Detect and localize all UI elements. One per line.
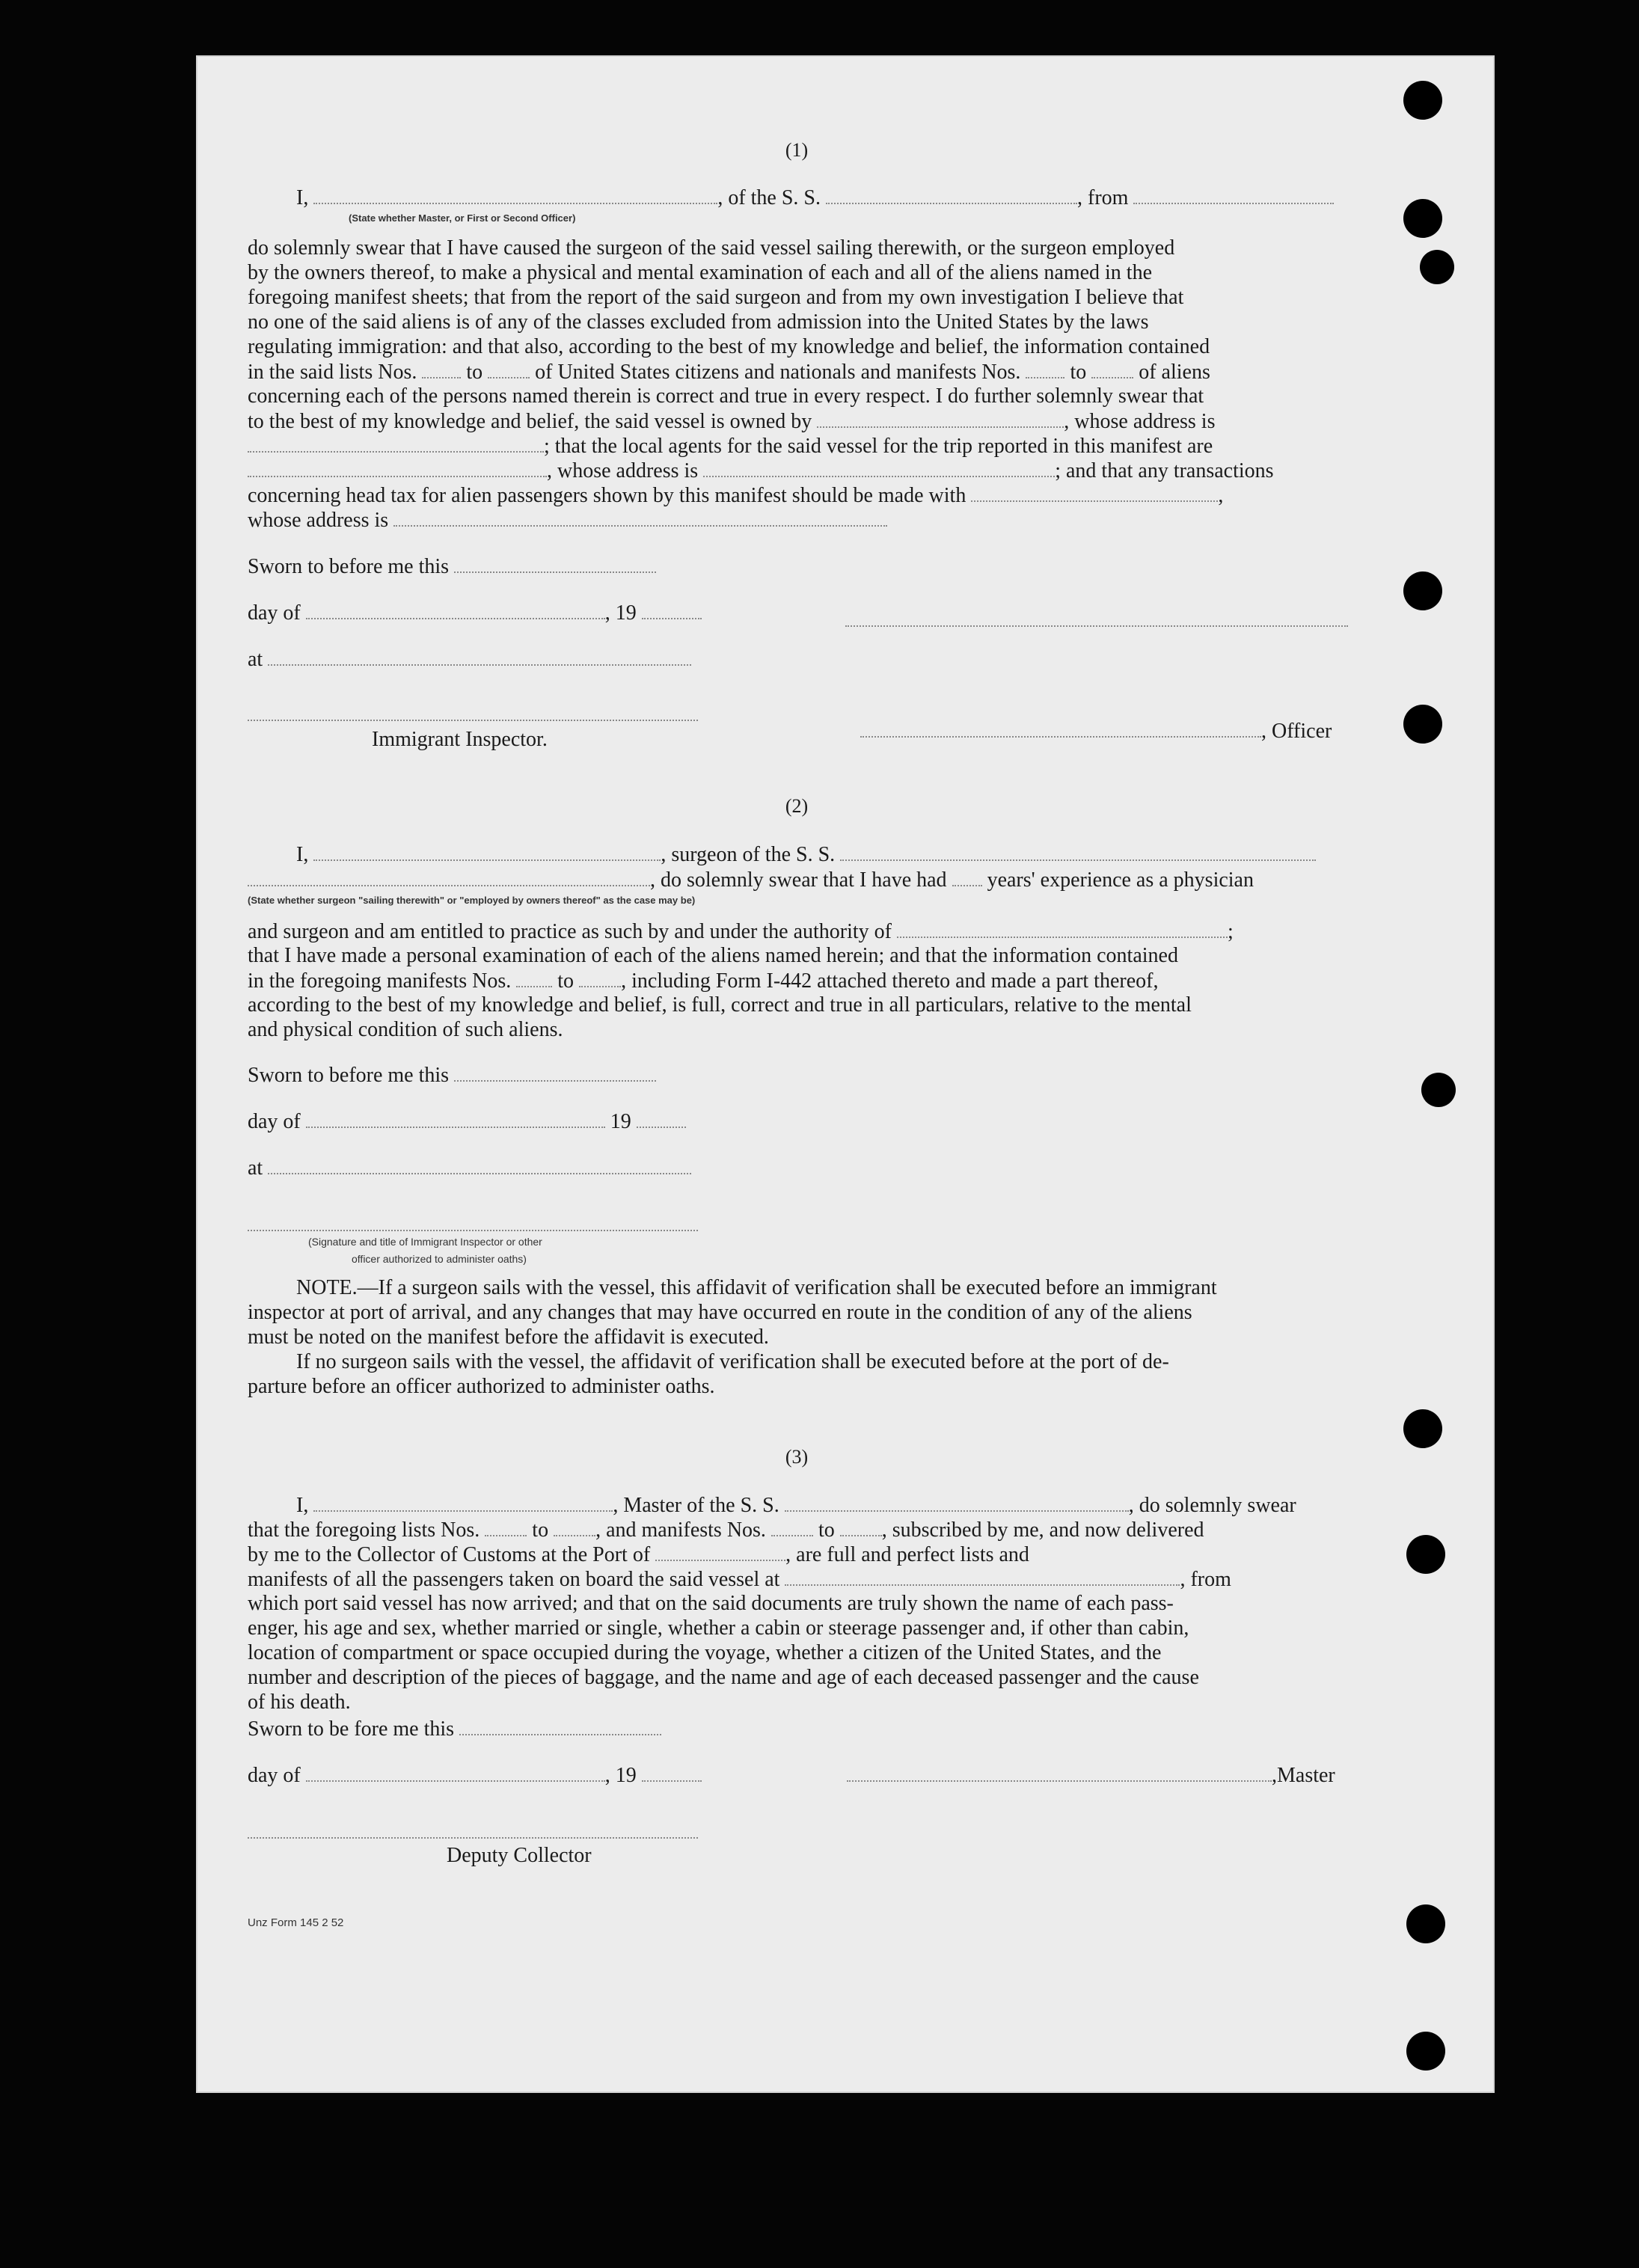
years-experience-field[interactable] — [952, 867, 982, 886]
surgeon-status-field[interactable] — [248, 867, 650, 886]
binder-hole — [1421, 1073, 1456, 1107]
manifest-from-field[interactable] — [516, 968, 552, 987]
manifest-to-field[interactable] — [1091, 359, 1133, 378]
surgeon-oath-line: , do solemnly swear that I have had years' experience as a physician — [248, 867, 1254, 893]
agent-address-field[interactable] — [703, 458, 1055, 477]
oath-text: foregoing manifest sheets; that from the report of the said surgeon and from my own investigation I believe that — [248, 286, 1184, 309]
surgeon-text: that I have made a personal examination of each of the aliens named herein; and that the information contained — [248, 944, 1178, 967]
surgeon-text: in the foregoing manifests Nos. to , including Form I-442 attached thereto and made a part thereof, — [248, 969, 1159, 993]
inspector-label: Immigrant Inspector. — [372, 728, 548, 751]
binder-hole — [1406, 2032, 1445, 2071]
surgeon-vessel-field[interactable] — [840, 842, 1316, 861]
signature-note: officer authorized to administer oaths) — [352, 1253, 527, 1265]
binder-hole — [1406, 1535, 1445, 1574]
oath-text: concerning head tax for alien passengers shown by this manifest should be made with , — [248, 484, 1224, 507]
list-to-field[interactable] — [488, 359, 530, 378]
master-oath-line: I, , Master of the S. S. , do solemnly swear — [296, 1494, 1296, 1517]
binder-hole — [1403, 199, 1442, 238]
master-name-field[interactable] — [313, 1492, 613, 1512]
month-field[interactable] — [306, 600, 605, 619]
day-of-line: day of 19 — [248, 1109, 686, 1135]
sworn-date-field[interactable] — [459, 1716, 661, 1735]
vessel-name-field[interactable] — [785, 1492, 1129, 1512]
note-text: NOTE.—If a surgeon sails with the vessel, this affidavit of verification shall be executed before an immigrant — [296, 1276, 1217, 1299]
master-text: which port said vessel has now arrived; and that on the said documents are truly shown the name of each pass- — [248, 1592, 1174, 1615]
master-label: ,Master — [847, 1762, 1335, 1789]
manifest-from-field[interactable] — [1026, 359, 1064, 378]
section-number: (1) — [785, 139, 809, 161]
inspector-signature-line[interactable] — [248, 1230, 698, 1231]
binder-hole — [1403, 705, 1442, 744]
manifest-to-field[interactable] — [579, 968, 621, 987]
month-field[interactable] — [306, 1109, 605, 1128]
oath-text: do solemnly swear that I have caused the surgeon of the said vessel sailing therewith, or the surgeon employed — [248, 236, 1175, 260]
embark-port-field[interactable] — [785, 1566, 1180, 1586]
head-tax-contact-field[interactable] — [971, 482, 1218, 502]
note-text: If no surgeon sails with the vessel, the affidavit of verification shall be executed before at the port of de- — [296, 1350, 1169, 1373]
year-field[interactable] — [642, 600, 702, 619]
oath-text: to the best of my knowledge and belief, the said vessel is owned by , whose address is — [248, 410, 1216, 433]
oath-text: whose address is — [248, 507, 887, 533]
officer-signature-field[interactable] — [860, 718, 1261, 738]
owner-field[interactable] — [817, 408, 1064, 428]
master-text: manifests of all the passengers taken on board the said vessel at , from — [248, 1568, 1231, 1591]
oath-text: , whose address is ; and that any transactions — [248, 458, 1274, 484]
surgeon-name-field[interactable] — [313, 842, 661, 861]
list-from-field[interactable] — [422, 359, 461, 378]
surgeon-text: according to the best of my knowledge and belief, is full, correct and true in all particulars, relative to the mental — [248, 993, 1192, 1017]
binder-hole — [1406, 1904, 1445, 1943]
master-signature-field[interactable] — [847, 1762, 1272, 1782]
port-field[interactable] — [655, 1542, 785, 1561]
agent-field[interactable] — [248, 458, 547, 477]
master-text: that the foregoing lists Nos. to , and manifests Nos. to , subscribed by me, and now delivered — [248, 1518, 1204, 1542]
at-line: at — [248, 646, 691, 672]
master-text: enger, his age and sex, whether married or single, whether a cabin or steerage passenger and, if other than cabin, — [248, 1616, 1189, 1640]
oath-text: ; that the local agents for the said vessel for the trip reported in this manifest are — [248, 433, 1213, 459]
binder-hole — [1403, 1409, 1442, 1448]
deputy-label: Deputy Collector — [447, 1844, 592, 1867]
officer-signature-line[interactable] — [845, 625, 1348, 627]
field-hint: (State whether surgeon "sailing therewith" or "employed by owners thereof" as the case may be) — [248, 895, 696, 906]
sworn-label: Sworn to before me this — [248, 554, 656, 580]
oath-text: concerning each of the persons named therein is correct and true in every respect. I do further solemnly swear that — [248, 384, 1204, 408]
authority-field[interactable] — [897, 919, 1228, 938]
section-number: (3) — [785, 1446, 809, 1468]
sworn-date-field[interactable] — [454, 1062, 656, 1082]
master-text: location of compartment or space occupied during the voyage, whether a citizen of the United States, and the — [248, 1641, 1162, 1664]
from-port-field[interactable] — [1133, 185, 1334, 204]
binder-hole — [1403, 81, 1442, 120]
vessel-name-field[interactable] — [826, 185, 1077, 204]
day-of-line: day of , 19 — [248, 1762, 702, 1789]
form-number: Unz Form 145 2 52 — [248, 1916, 344, 1929]
note-text: must be noted on the manifest before the affidavit is executed. — [248, 1325, 769, 1349]
section-number: (2) — [785, 795, 809, 817]
list-to-field[interactable] — [554, 1517, 595, 1536]
sworn-date-field[interactable] — [454, 554, 656, 573]
manifest-from-field[interactable] — [771, 1517, 813, 1536]
inspector-signature-line[interactable] — [248, 720, 698, 721]
oath-text: no one of the said aliens is of any of the classes excluded from admission into the United States by the laws — [248, 310, 1149, 334]
list-from-field[interactable] — [485, 1517, 527, 1536]
at-line: at — [248, 1155, 691, 1181]
signature-note: (Signature and title of Immigrant Inspector or other — [308, 1236, 542, 1248]
master-text: of his death. — [248, 1691, 351, 1714]
surgeon-text: and physical condition of such aliens. — [248, 1018, 563, 1041]
oath-text: regulating immigration: and that also, according to the best of my knowledge and belief, the information contained — [248, 335, 1210, 358]
manifest-to-field[interactable] — [840, 1517, 882, 1536]
place-field[interactable] — [268, 1155, 691, 1174]
place-field[interactable] — [268, 646, 691, 666]
month-field[interactable] — [306, 1762, 605, 1782]
officer-label: , Officer — [860, 718, 1332, 744]
owner-address-field[interactable] — [248, 433, 544, 453]
field-hint: (State whether Master, or First or Second Officer) — [349, 212, 576, 224]
note-text: parture before an officer authorized to administer oaths. — [248, 1375, 715, 1398]
surgeon-oath-line: I, , surgeon of the S. S. — [296, 842, 1316, 868]
year-field[interactable] — [637, 1109, 686, 1128]
oath-text: by the owners thereof, to make a physical and mental examination of each and all of the aliens named in the — [248, 261, 1153, 284]
binder-hole — [1420, 250, 1454, 284]
master-text: number and description of the pieces of baggage, and the name and age of each deceased passenger and the cause — [248, 1666, 1199, 1689]
master-oath-line: I, , of the S. S. , from — [296, 185, 1334, 211]
year-field[interactable] — [642, 1762, 702, 1782]
surgeon-text: and surgeon and am entitled to practice as such by and under the authority of ; — [248, 920, 1234, 943]
day-of-line: day of , 19 — [248, 600, 702, 626]
sworn-label: Sworn to be fore me this — [248, 1716, 661, 1742]
binder-hole — [1403, 571, 1442, 610]
master-text: by me to the Collector of Customs at the Port of , are full and perfect lists and — [248, 1543, 1029, 1566]
sworn-label: Sworn to before me this — [248, 1062, 656, 1088]
officer-name-field[interactable] — [313, 185, 717, 204]
deputy-signature-line[interactable] — [248, 1837, 698, 1839]
note-text: inspector at port of arrival, and any changes that may have occurred en route in the condition of any of the aliens — [248, 1301, 1192, 1324]
oath-text: in the said lists Nos. to of United States citizens and nationals and manifests Nos. to of aliens — [248, 361, 1210, 384]
head-tax-address-field[interactable] — [393, 507, 887, 527]
